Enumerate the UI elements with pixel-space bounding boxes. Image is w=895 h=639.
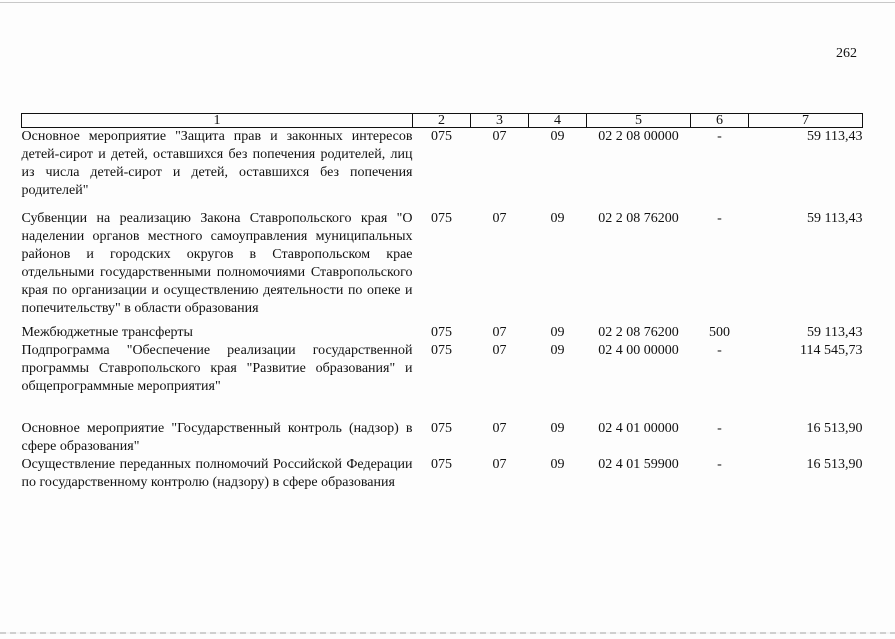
table-row bbox=[22, 324, 863, 342]
column-header-5: 5 bbox=[587, 114, 691, 128]
ministry-code: 075 bbox=[431, 325, 452, 340]
ministry-code: 075 bbox=[431, 129, 452, 144]
table-row bbox=[22, 128, 863, 201]
scan-edge-top bbox=[0, 2, 895, 3]
budget-table bbox=[21, 113, 863, 492]
table-row bbox=[22, 420, 863, 456]
section-code: 07 bbox=[492, 421, 507, 436]
section-code: 07 bbox=[492, 211, 507, 226]
column-header-1: 1 bbox=[22, 114, 413, 128]
ministry-code: 075 bbox=[431, 457, 452, 472]
expense-type-code: 500 bbox=[709, 325, 730, 340]
target-article-code: 02 2 08 76200 bbox=[598, 211, 679, 226]
row-name: Подпрограмма "Обеспечение реализации государственной программы Ставропольского края "Развитие образования" и общепрограммные мероприятия" bbox=[21, 343, 413, 394]
target-article-code: 02 4 01 00000 bbox=[598, 421, 679, 436]
row-name: Основное мероприятие "Защита прав и законных интересов детей-сирот и детей, оставшихся без попечения родителей, лиц из числа детей-сирот и детей, оставшихся без попечения родителей" bbox=[21, 129, 413, 198]
page-number: 262 bbox=[836, 46, 857, 61]
section-code: 07 bbox=[492, 457, 507, 472]
row-spacer bbox=[22, 396, 863, 420]
row-name: Основное мероприятие "Государственный контроль (надзор) в сфере образования" bbox=[21, 421, 413, 454]
target-article-code: 02 4 00 00000 bbox=[598, 343, 679, 358]
table-row bbox=[22, 210, 863, 318]
amount: 16 513,90 bbox=[806, 421, 863, 436]
row-spacer bbox=[22, 200, 863, 210]
ministry-code: 075 bbox=[431, 421, 452, 436]
ministry-code: 075 bbox=[431, 343, 452, 358]
section-code: 07 bbox=[492, 129, 507, 144]
expense-type-code: - bbox=[717, 129, 722, 144]
row-name: Субвенции на реализацию Закона Ставропольского края "О наделении органов местного самоуправления муниципальных районов и городских округов в Ставропольском крае отдельными государственными полномочиями Ставропольского края по организации и осуществлению деятельности по опеке и попечительству" в области образования bbox=[21, 211, 413, 316]
expense-type-code: - bbox=[717, 343, 722, 358]
ministry-code: 075 bbox=[431, 211, 452, 226]
column-header-3: 3 bbox=[471, 114, 529, 128]
row-name: Осуществление переданных полномочий Российской Федерации по государственному контролю (надзору) в сфере образования bbox=[21, 457, 413, 490]
row-name: Межбюджетные трансферты bbox=[21, 325, 193, 340]
column-number-row bbox=[22, 114, 863, 128]
column-header-2: 2 bbox=[413, 114, 471, 128]
expense-type-code: - bbox=[717, 421, 722, 436]
amount: 16 513,90 bbox=[806, 457, 863, 472]
section-code: 07 bbox=[492, 343, 507, 358]
expense-type-code: - bbox=[717, 457, 722, 472]
target-article-code: 02 2 08 00000 bbox=[598, 129, 679, 144]
subsection-code: 09 bbox=[550, 421, 565, 436]
table-row bbox=[22, 342, 863, 396]
scan-edge-bottom bbox=[0, 632, 895, 634]
table-row bbox=[22, 456, 863, 492]
subsection-code: 09 bbox=[550, 457, 565, 472]
amount: 59 113,43 bbox=[807, 129, 863, 144]
subsection-code: 09 bbox=[550, 129, 565, 144]
amount: 59 113,43 bbox=[807, 325, 863, 340]
section-code: 07 bbox=[492, 325, 507, 340]
subsection-code: 09 bbox=[550, 343, 565, 358]
amount: 59 113,43 bbox=[807, 211, 863, 226]
column-header-6: 6 bbox=[691, 114, 749, 128]
column-header-4: 4 bbox=[529, 114, 587, 128]
column-header-7: 7 bbox=[749, 114, 863, 128]
expense-type-code: - bbox=[717, 211, 722, 226]
subsection-code: 09 bbox=[550, 325, 565, 340]
target-article-code: 02 4 01 59900 bbox=[598, 457, 679, 472]
amount: 114 545,73 bbox=[800, 343, 863, 358]
subsection-code: 09 bbox=[550, 211, 565, 226]
target-article-code: 02 2 08 76200 bbox=[598, 325, 679, 340]
